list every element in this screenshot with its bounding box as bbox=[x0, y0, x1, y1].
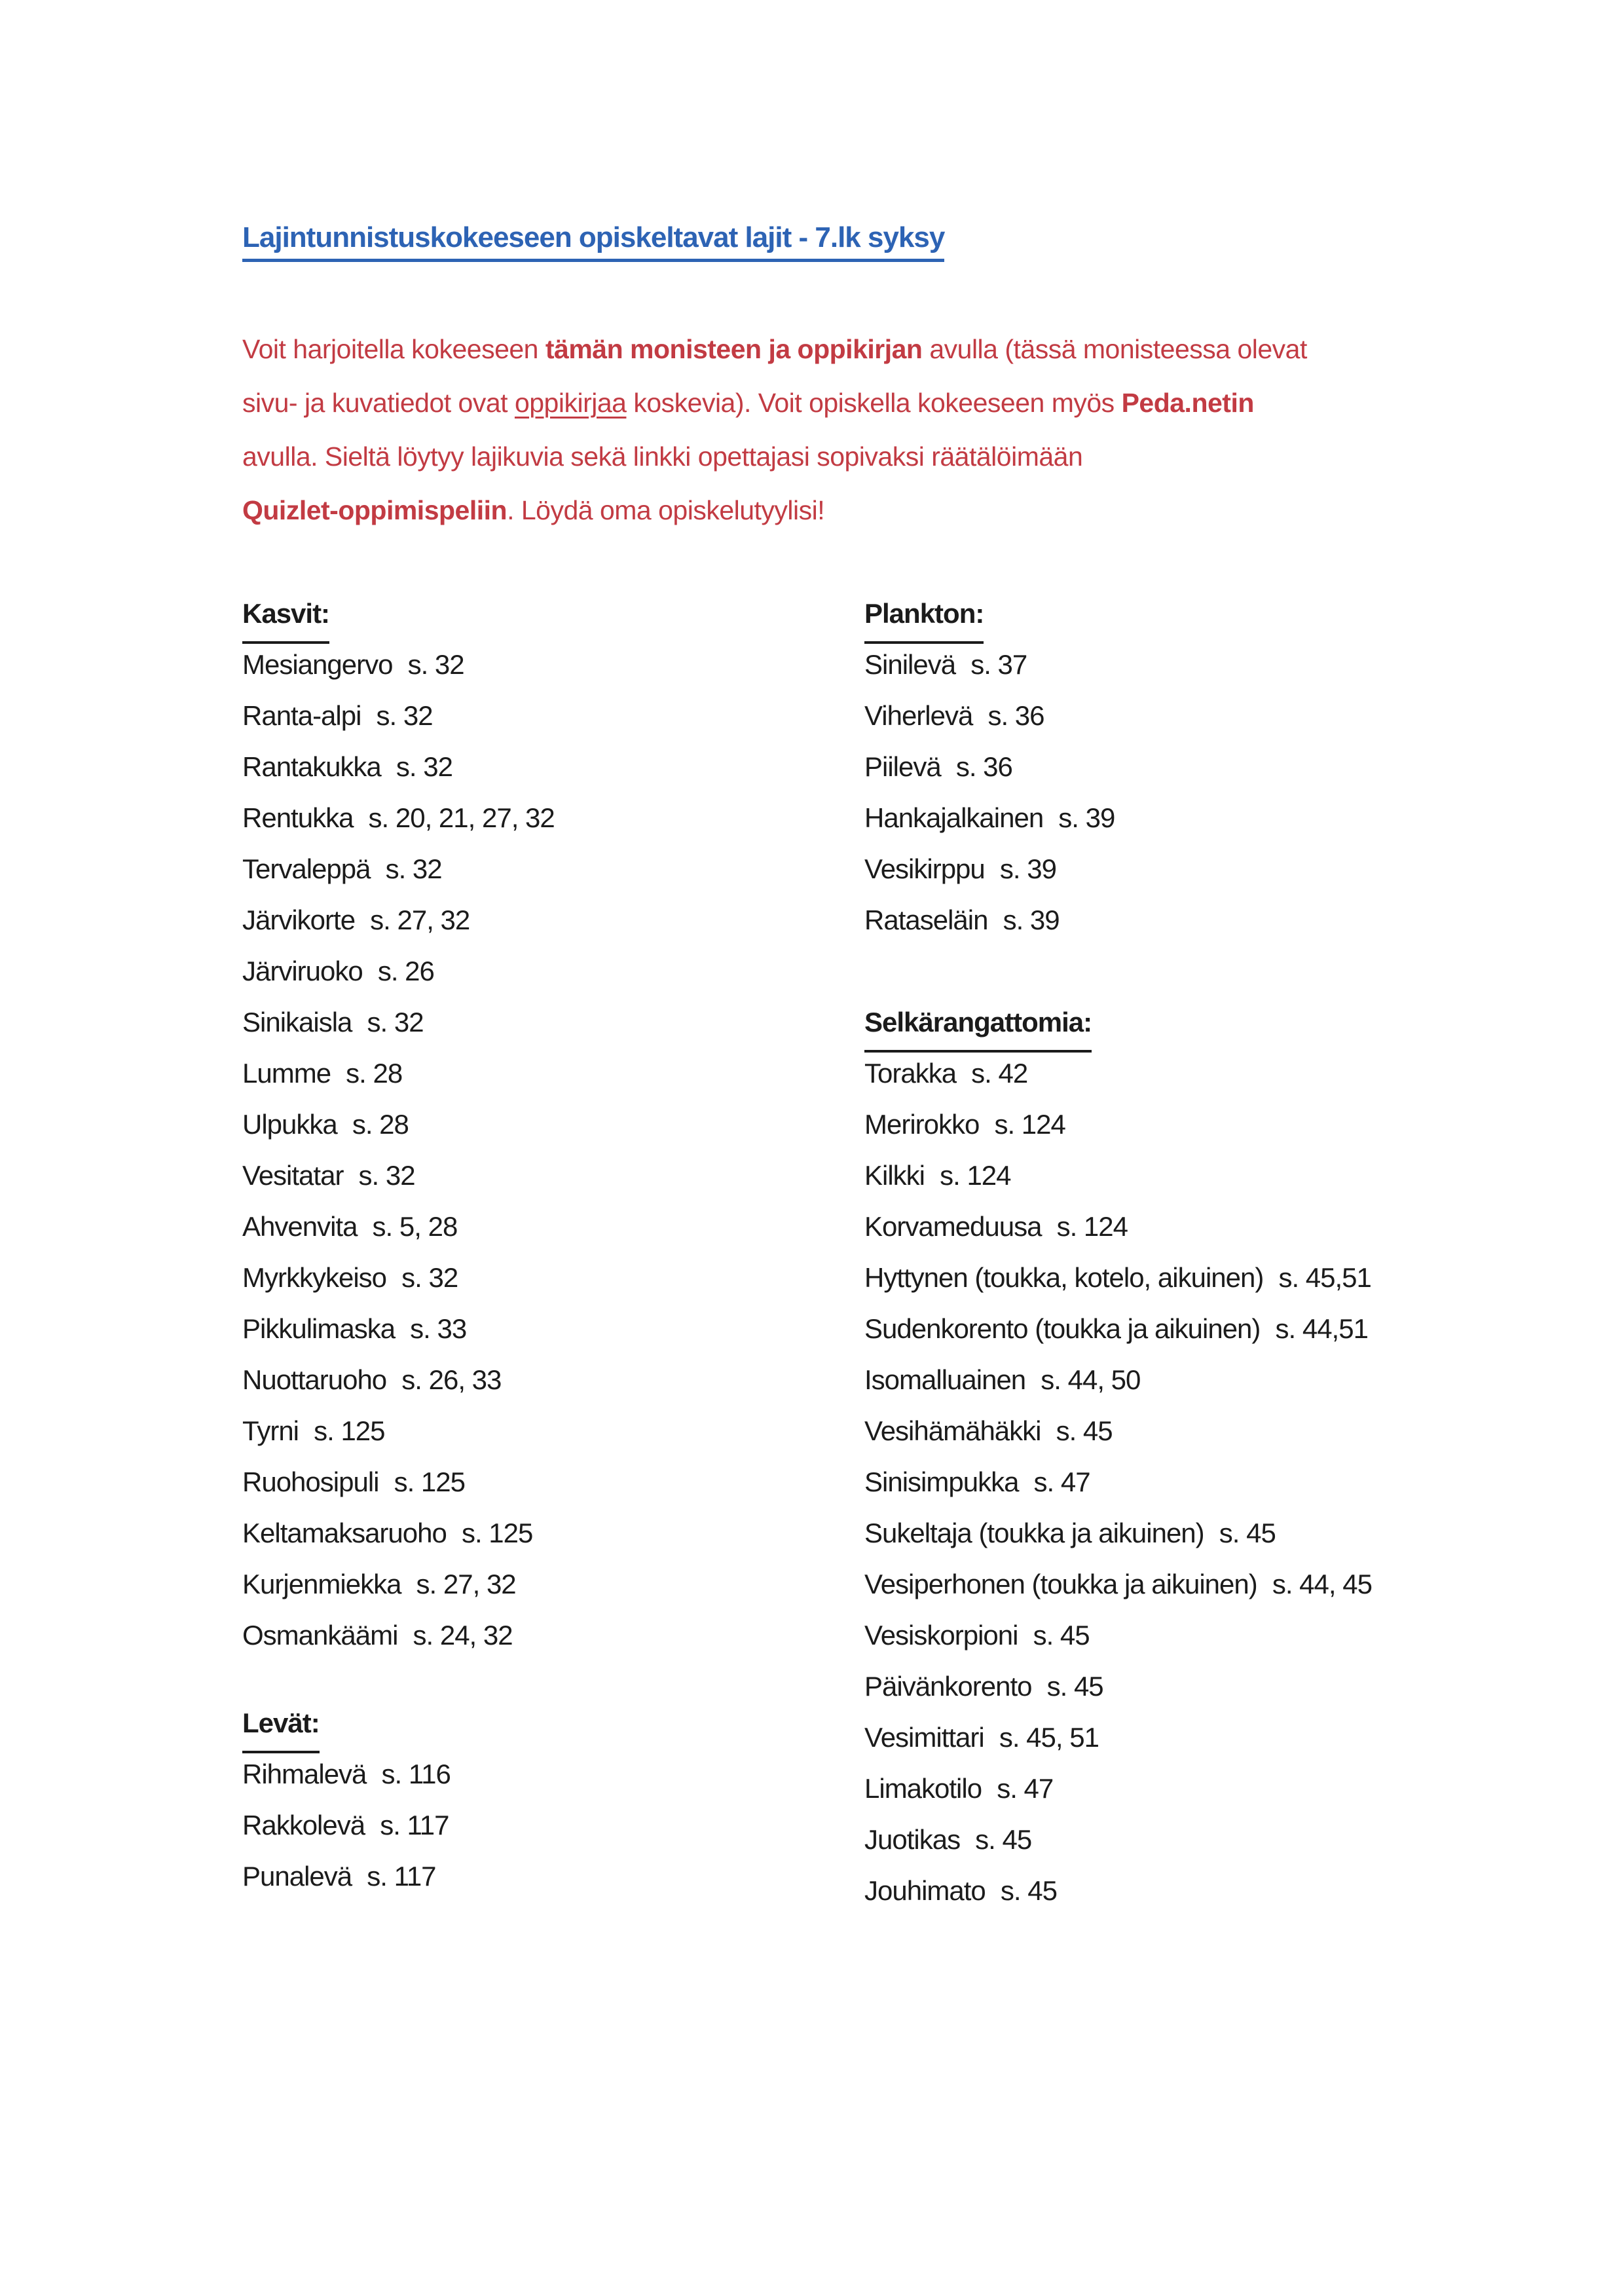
species-name: Rantakukka bbox=[242, 751, 381, 782]
section-heading bbox=[242, 1698, 851, 1749]
intro-line bbox=[242, 376, 1307, 430]
intro-paragraph bbox=[242, 322, 1307, 537]
section-heading-text: Levät: bbox=[242, 1698, 320, 1753]
species-name: Vesikirppu bbox=[864, 853, 985, 884]
species-pages: s. 116 bbox=[381, 1759, 451, 1789]
species-pages: s. 39 bbox=[999, 853, 1056, 884]
species-pages: s. 42 bbox=[971, 1058, 1028, 1089]
species-item bbox=[242, 1150, 851, 1201]
species-pages: s. 28 bbox=[352, 1109, 409, 1140]
species-pages: s. 124 bbox=[994, 1109, 1065, 1140]
species-section bbox=[864, 997, 1585, 1916]
species-name: Vesitatar bbox=[242, 1160, 344, 1191]
species-pages: s. 28 bbox=[346, 1058, 403, 1089]
species-item bbox=[242, 895, 851, 946]
section-heading-text: Kasvit: bbox=[242, 588, 329, 644]
species-item bbox=[242, 1252, 851, 1303]
species-name: Limakotilo bbox=[864, 1773, 982, 1804]
species-item bbox=[864, 1354, 1585, 1406]
species-list bbox=[242, 639, 851, 1661]
species-name: Vesihämähäkki bbox=[864, 1415, 1041, 1446]
species-pages: s. 39 bbox=[1058, 802, 1115, 833]
species-pages: s. 37 bbox=[970, 649, 1027, 680]
species-item bbox=[864, 1661, 1585, 1712]
species-item bbox=[864, 1712, 1585, 1763]
species-name: Osmankäämi bbox=[242, 1620, 398, 1651]
species-item bbox=[864, 1048, 1585, 1099]
species-pages: s. 125 bbox=[314, 1415, 385, 1446]
species-item bbox=[864, 1610, 1585, 1661]
intro-text-segment: Peda.netin bbox=[1121, 388, 1254, 418]
section-heading bbox=[864, 997, 1585, 1048]
species-name: Päivänkorento bbox=[864, 1671, 1032, 1702]
species-pages: s. 39 bbox=[1003, 905, 1060, 935]
section-heading bbox=[242, 588, 851, 639]
intro-text-segment: Voit harjoitella kokeeseen bbox=[242, 334, 545, 364]
species-pages: s. 33 bbox=[410, 1313, 467, 1344]
species-name: Ranta-alpi bbox=[242, 700, 361, 731]
species-name: Ruohosipuli bbox=[242, 1466, 379, 1497]
species-section bbox=[242, 1698, 851, 1902]
species-pages: s. 44,51 bbox=[1275, 1313, 1368, 1344]
intro-line bbox=[242, 483, 1307, 537]
species-item bbox=[242, 844, 851, 895]
species-pages: s. 36 bbox=[955, 751, 1012, 782]
column-left bbox=[242, 588, 851, 1902]
species-pages: s. 124 bbox=[1056, 1211, 1128, 1242]
intro-text-segment: tämän monisteen ja oppikirjan bbox=[545, 334, 923, 364]
species-list bbox=[864, 1048, 1585, 1916]
species-pages: s. 27, 32 bbox=[370, 905, 470, 935]
species-name: Sudenkorento (toukka ja aikuinen) bbox=[864, 1313, 1261, 1344]
page-title bbox=[242, 221, 944, 262]
species-item bbox=[864, 1201, 1585, 1252]
species-pages: s. 45 bbox=[1000, 1875, 1057, 1906]
species-pages: s. 24, 32 bbox=[413, 1620, 513, 1651]
species-pages: s. 32 bbox=[367, 1007, 424, 1037]
species-item bbox=[242, 1457, 851, 1508]
species-name: Vesiskorpioni bbox=[864, 1620, 1018, 1651]
species-name: Sinisimpukka bbox=[864, 1466, 1019, 1497]
species-item bbox=[242, 1749, 851, 1800]
species-name: Tervaleppä bbox=[242, 853, 371, 884]
species-item bbox=[864, 793, 1585, 844]
species-name: Rentukka bbox=[242, 802, 354, 833]
species-pages: s. 32 bbox=[376, 700, 433, 731]
species-section bbox=[242, 588, 851, 1661]
species-item bbox=[242, 1559, 851, 1610]
species-name: Sinilevä bbox=[864, 649, 956, 680]
species-name: Sukeltaja (toukka ja aikuinen) bbox=[864, 1518, 1204, 1548]
species-name: Mesiangervo bbox=[242, 649, 393, 680]
species-name: Merirokko bbox=[864, 1109, 980, 1140]
species-name: Järviruoko bbox=[242, 956, 363, 986]
species-item bbox=[864, 844, 1585, 895]
species-pages: s. 125 bbox=[461, 1518, 533, 1548]
species-pages: s. 125 bbox=[394, 1466, 465, 1497]
species-list bbox=[864, 639, 1585, 946]
species-item bbox=[242, 1303, 851, 1354]
species-item bbox=[864, 1150, 1585, 1201]
species-pages: s. 124 bbox=[940, 1160, 1011, 1191]
intro-line bbox=[242, 430, 1307, 483]
section-heading-text: Plankton: bbox=[864, 588, 984, 644]
species-pages: s. 32 bbox=[407, 649, 464, 680]
species-pages: s. 27, 32 bbox=[416, 1569, 516, 1599]
species-item bbox=[864, 690, 1585, 741]
species-name: Hyttynen (toukka, kotelo, aikuinen) bbox=[864, 1262, 1264, 1293]
species-item bbox=[864, 639, 1585, 690]
page-title-text: Lajintunnistuskokeeseen opiskeltavat lajit - 7.lk syksy bbox=[242, 221, 944, 262]
species-name: Vesimittari bbox=[864, 1722, 984, 1753]
species-section bbox=[864, 588, 1585, 946]
species-pages: s. 26, 33 bbox=[401, 1364, 502, 1395]
species-pages: s. 5, 28 bbox=[372, 1211, 458, 1242]
species-name: Rakkolevä bbox=[242, 1810, 365, 1840]
species-pages: s. 45 bbox=[1033, 1620, 1090, 1651]
species-name: Punalevä bbox=[242, 1861, 352, 1892]
intro-text-segment: sivu- ja kuvatiedot ovat bbox=[242, 388, 515, 418]
species-item bbox=[864, 1559, 1585, 1610]
species-item bbox=[242, 1201, 851, 1252]
species-pages: s. 45 bbox=[1046, 1671, 1103, 1702]
species-name: Keltamaksaruoho bbox=[242, 1518, 447, 1548]
species-item bbox=[242, 997, 851, 1048]
species-pages: s. 45 bbox=[1056, 1415, 1113, 1446]
column-right bbox=[864, 588, 1585, 1916]
species-item bbox=[242, 1406, 851, 1457]
species-list bbox=[242, 1749, 851, 1902]
species-item bbox=[864, 1457, 1585, 1508]
intro-text-segment: avulla. Sieltä löytyy lajikuvia sekä linkki opettajasi sopivaksi räätälöimään bbox=[242, 441, 1083, 472]
intro-text-segment: Quizlet-oppimispeliin bbox=[242, 495, 507, 525]
species-name: Piilevä bbox=[864, 751, 941, 782]
species-item bbox=[864, 1508, 1585, 1559]
species-pages: s. 26 bbox=[377, 956, 434, 986]
species-pages: s. 20, 21, 27, 32 bbox=[368, 802, 555, 833]
species-pages: s. 117 bbox=[380, 1810, 449, 1840]
species-item bbox=[242, 1800, 851, 1851]
species-item bbox=[864, 1303, 1585, 1354]
species-name: Rihmalevä bbox=[242, 1759, 367, 1789]
species-item bbox=[242, 741, 851, 793]
species-pages: s. 32 bbox=[401, 1262, 458, 1293]
species-name: Lumme bbox=[242, 1058, 331, 1089]
species-pages: s. 32 bbox=[385, 853, 442, 884]
species-name: Rataseläin bbox=[864, 905, 988, 935]
species-name: Myrkkykeiso bbox=[242, 1262, 387, 1293]
species-item bbox=[242, 1048, 851, 1099]
species-item bbox=[864, 895, 1585, 946]
intro-line bbox=[242, 322, 1307, 376]
species-name: Juotikas bbox=[864, 1824, 961, 1855]
species-pages: s. 47 bbox=[997, 1773, 1054, 1804]
species-item bbox=[242, 690, 851, 741]
species-name: Isomalluainen bbox=[864, 1364, 1026, 1395]
species-pages: s. 45 bbox=[975, 1824, 1032, 1855]
species-item bbox=[864, 1252, 1585, 1303]
species-name: Ahvenvita bbox=[242, 1211, 358, 1242]
species-item bbox=[864, 1099, 1585, 1150]
species-item bbox=[242, 1099, 851, 1150]
species-item bbox=[864, 1814, 1585, 1865]
species-name: Järvikorte bbox=[242, 905, 356, 935]
intro-text-segment: . Löydä oma opiskelutyylisi! bbox=[507, 495, 825, 525]
species-item bbox=[242, 1354, 851, 1406]
species-pages: s. 44, 50 bbox=[1041, 1364, 1141, 1395]
species-name: Pikkulimaska bbox=[242, 1313, 396, 1344]
species-item bbox=[242, 946, 851, 997]
species-pages: s. 44, 45 bbox=[1272, 1569, 1372, 1599]
species-name: Viherlevä bbox=[864, 700, 973, 731]
species-item bbox=[864, 1406, 1585, 1457]
species-name: Sinikaisla bbox=[242, 1007, 352, 1037]
species-pages: s. 32 bbox=[358, 1160, 415, 1191]
species-item bbox=[864, 1865, 1585, 1916]
species-name: Torakka bbox=[864, 1058, 957, 1089]
species-name: Kilkki bbox=[864, 1160, 925, 1191]
species-name: Vesiperhonen (toukka ja aikuinen) bbox=[864, 1569, 1257, 1599]
species-pages: s. 36 bbox=[987, 700, 1044, 731]
species-name: Nuottaruoho bbox=[242, 1364, 387, 1395]
species-pages: s. 45, 51 bbox=[999, 1722, 1099, 1753]
species-pages: s. 45,51 bbox=[1278, 1262, 1371, 1293]
species-pages: s. 45 bbox=[1219, 1518, 1276, 1548]
species-name: Hankajalkainen bbox=[864, 802, 1044, 833]
species-item bbox=[242, 1851, 851, 1902]
intro-text-segment: avulla (tässä monisteessa olevat bbox=[922, 334, 1307, 364]
species-item bbox=[864, 741, 1585, 793]
section-heading-text: Selkärangattomia: bbox=[864, 997, 1092, 1053]
species-item bbox=[864, 1763, 1585, 1814]
intro-text-segment: oppikirjaa bbox=[514, 388, 627, 418]
section-heading bbox=[864, 588, 1585, 639]
species-pages: s. 47 bbox=[1033, 1466, 1090, 1497]
species-item bbox=[242, 1610, 851, 1661]
species-name: Korvameduusa bbox=[864, 1211, 1042, 1242]
species-item bbox=[242, 793, 851, 844]
species-name: Ulpukka bbox=[242, 1109, 337, 1140]
species-item bbox=[242, 1508, 851, 1559]
species-pages: s. 117 bbox=[367, 1861, 436, 1892]
species-name: Jouhimato bbox=[864, 1875, 986, 1906]
intro-text-segment: koskevia). Voit opiskella kokeeseen myös bbox=[626, 388, 1122, 418]
species-item bbox=[242, 639, 851, 690]
species-pages: s. 32 bbox=[396, 751, 452, 782]
species-name: Tyrni bbox=[242, 1415, 299, 1446]
species-name: Kurjenmiekka bbox=[242, 1569, 401, 1599]
